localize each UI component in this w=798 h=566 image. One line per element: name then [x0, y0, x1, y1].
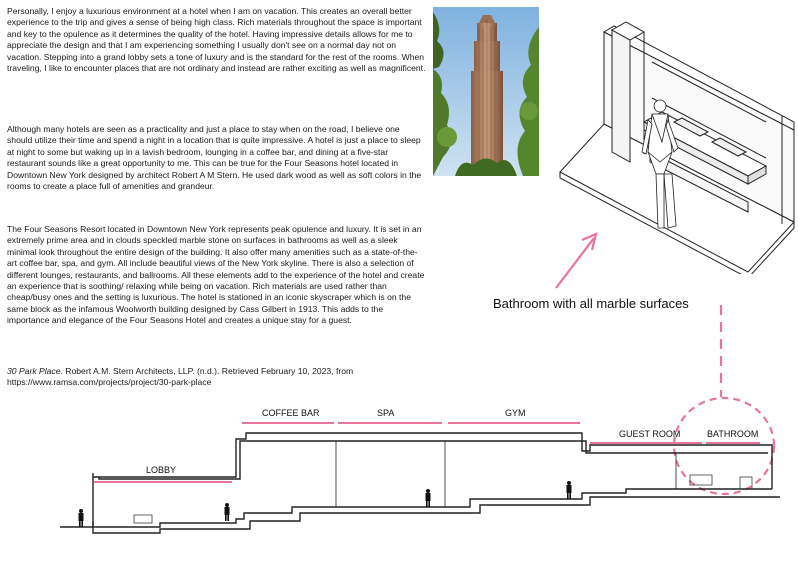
paragraph-2: Although many hotels are seen as a practicality and just a place to stay when on the road, I believe one should utilize their time and spend a night in a location that is quite impressive. A hotel is just a place to sleep at night to some but waking up in a lavish bedroom, lounging in a coffee bar, and dining at a five-star restaurant sounds like a great opportunity to me. This can be true for the Four Seasons hotel located in Downtown New York designed by architect Robert A M Stern. He used dark wood as well as soft colors in the rooms to create a place full of amenities and grandeur.: [7, 124, 422, 192]
label-spa: SPA: [377, 408, 395, 418]
arrow-head-icon: [582, 234, 596, 250]
citation-title: 30 Park Place: [7, 366, 61, 376]
label-gym: GYM: [505, 408, 526, 418]
paragraph-1: Personally, I enjoy a luxurious environment at a hotel when I am on vacation. This creates an overall better experience to the trip and gives a sense of being high class. Rich materials throughout the space is important and key to the opulence as it determines the quality of the hotel. Having impressive details allows for me to appreciate the design and that I am experiencing something I usually don't see on a normal day not on vacation. Stepping into a grand lobby sets a tone of luxury and is the standard for the rest of the rooms. When traveling, I like to encounter places that are not ordinary and instead are rather exciting as well as magnificent.: [7, 6, 426, 74]
label-lobby: LOBBY: [146, 465, 177, 475]
label-coffee-bar: COFFEE BAR: [262, 408, 320, 418]
citation-source: . Robert A.M. Stern Architects, LLP. (n.d.). Retrieved February 10, 2023, from https://www.ramsa.com/projects/project/30-park-place: [7, 366, 354, 388]
label-guest-room: GUEST ROOM: [619, 429, 681, 439]
label-bathroom: BATHROOM: [707, 429, 759, 439]
pink-arrow: [556, 238, 594, 288]
bathroom-caption: Bathroom with all marble surfaces: [493, 296, 689, 311]
paragraph-3: The Four Seasons Resort located in Downtown New York represents peak opulence and luxury. It is set in an extremely prime area and in clouds speckled marble stone on surfaces in bathrooms as well as a sleek minimal look throughout the entire design of the building. It also offer many amenities such as a state-of-the-art coffee bar, spa, and gym. All include beautiful views of the New York skyline. There is also a selection of different lounges, restaurants, and ballrooms. All these elements add to the experience of the hotel and create an experience that is soothing/ relaxing while being on vacation. Rich materials are used rather than cheap/busy ones and the setting is luxurious. The hotel is stationed in an iconic skyscraper which is on the same block as the infamous Woolworth building designed by Cass Gilbert in 1913. This adds to the importance and elegance of the Four Seasons Hotel and creates a unique stay for a guest.: [7, 224, 425, 326]
